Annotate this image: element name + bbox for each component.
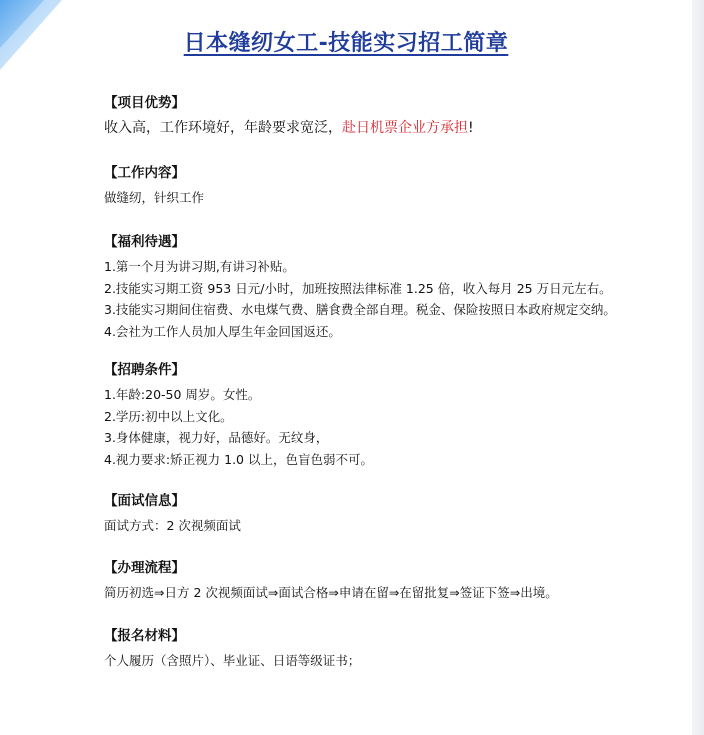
section-advantages	[104, 93, 664, 139]
requirements-line: 4.视力要求:矫正视力 1.0 以上，色盲色弱不可。	[104, 451, 373, 467]
section-heading: 【办理流程】	[104, 560, 185, 576]
page-edge-shadow	[692, 0, 704, 735]
benefits-line: 4.会社为工作人员加人厚生年金回国返还。	[104, 323, 341, 339]
requirements-line: 1.年龄:20-50 周岁。女性。	[104, 387, 261, 402]
requirements-line: 2.学历:初中以上文化。	[104, 408, 233, 424]
section-requirements	[104, 360, 664, 470]
requirements-line: 3.身体健康，视力好，品德好。无纹身，	[104, 430, 329, 445]
section-heading: 【招聘条件】	[104, 362, 185, 378]
benefits-line: 2.技能实习期工资 953 日元/小时，加班按照法律标准 1.25 倍，收入每月 25 万日元左右。	[104, 280, 612, 296]
section-benefits	[104, 232, 664, 342]
section-heading: 【项目优势】	[104, 95, 185, 111]
process-line: 简历初选⇒日方 2 次视频面试⇒面试合格⇒申请在留⇒在留批复⇒签证下签⇒出境。	[104, 585, 558, 600]
section-heading: 【报名材料】	[104, 628, 185, 644]
advantages-end-mark: !	[468, 120, 474, 136]
benefits-line: 3.技能实习期间住宿费、水电煤气费、膳食费全部自理。税金、保险按照日本政府规定交纳。	[104, 302, 616, 317]
section-heading: 【福利待遇】	[104, 234, 185, 250]
section-heading: 【工作内容】	[104, 165, 185, 181]
section-materials	[104, 626, 664, 672]
advantages-text	[104, 117, 664, 139]
section-work	[104, 163, 664, 209]
advantages-highlight-text: 赴日机票企业方承担	[342, 120, 468, 136]
interview-line: 面试方式：2 次视频面试	[104, 518, 241, 533]
section-heading: 【面试信息】	[104, 493, 185, 509]
page-title: 日本缝纫女工-技能实习招工简章	[183, 31, 509, 56]
section-interview	[104, 491, 664, 537]
benefits-line: 1.第一个月为讲习期,有讲习补贴。	[104, 259, 295, 274]
materials-line: 个人履历（含照片）、毕业证、日语等级证书；	[104, 653, 361, 668]
work-line: 做缝纫，针织工作	[104, 190, 205, 205]
advantages-normal-text: 收入高，工作环境好，年龄要求宽泛，	[104, 120, 342, 136]
section-process	[104, 558, 664, 604]
